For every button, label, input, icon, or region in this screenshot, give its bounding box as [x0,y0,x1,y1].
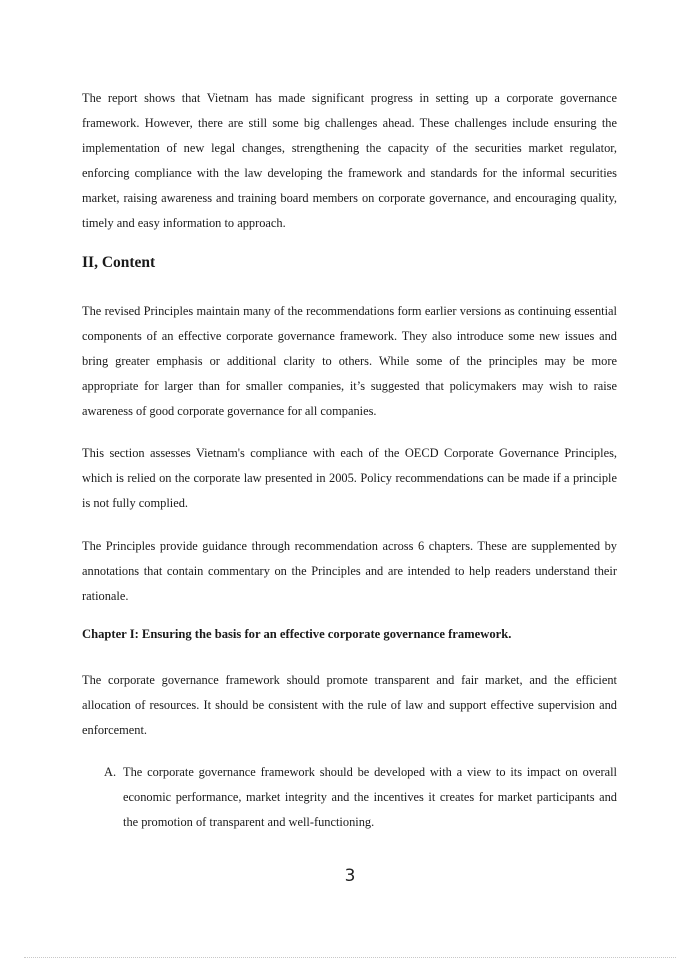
paragraph-principles-guidance: The Principles provide guidance through recommendation across 6 chapters. These are supplemented by annotations that contain commentary on the Principles and are intended to help readers understand their rationale. [82,539,617,603]
paragraph-compliance-assessment: This section assesses Vietnam's compliance with each of the OECD Corporate Governance Principles, which is relied on the corporate law presented in 2005. Policy recommendations can be made if a principle is not fully complied. [82,446,617,510]
list-item [104,760,617,835]
page-number: 3 [344,866,356,886]
chapter-heading: Chapter I: Ensuring the basis for an effective corporate governance framework. [82,627,512,641]
paragraph-revised-principles: The revised Principles maintain many of the recommendations form earlier versions as continuing essential components of an effective corporate governance framework. They also introduce some new issues and bring greater emphasis or additional clarity to others. While some of the principles may be more appropriate for larger than for smaller companies, it’s suggested that policymakers may wish to raise awareness of good corporate governance for all companies. [82,304,617,418]
page-bottom-border [24,957,676,958]
list-marker: A. [104,765,117,779]
section-heading: II, Content [82,254,156,271]
intro-paragraph: The report shows that Vietnam has made significant progress in setting up a corporate governance framework. However, there are still some big challenges ahead. These challenges include ensuring the implementation of new legal changes, strengthening the capacity of the securities market regulator, enforcing compliance with the law developing the framework and standards for the informal securities market, raising awareness and training board members on corporate governance, and encouraging quality, timely and easy information to approach. [82,91,617,230]
list-item-text: The corporate governance framework should be developed with a view to its impact on overall economic performance, market integrity and the incentives it creates for market participants and the promotion of transparent and well-functioning. [123,765,617,829]
chapter-paragraph: The corporate governance framework should promote transparent and fair market, and the efficient allocation of resources. It should be consistent with the rule of law and support effective supervision and enforcement. [82,673,617,737]
